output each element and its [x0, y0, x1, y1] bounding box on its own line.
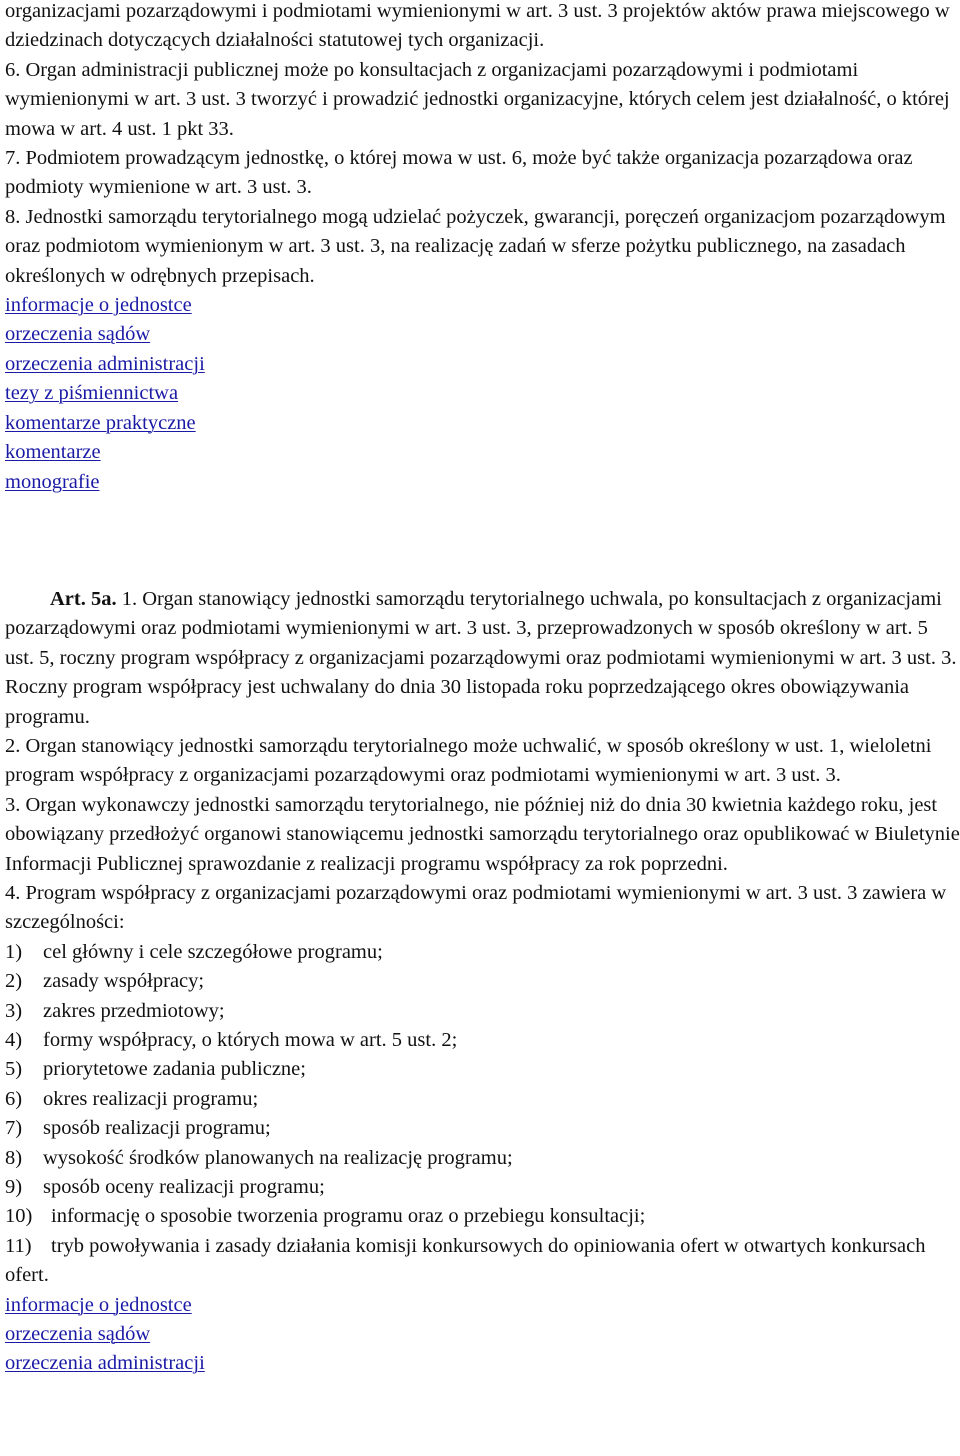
section-gap [5, 497, 960, 585]
list-item [5, 938, 960, 967]
list-item-text: wysokość środków planowanych na realizację programu; [43, 1146, 513, 1169]
list-item-text: cel główny i cele szczegółowe programu; [43, 940, 383, 963]
link-orzeczenia-sadow[interactable]: orzeczenia sądów [5, 1323, 151, 1346]
link-orzeczenia-sadow[interactable]: orzeczenia sądów [5, 323, 151, 346]
link-informacje-o-jednostce[interactable]: informacje o jednostce [5, 294, 192, 317]
list-item [5, 1114, 960, 1143]
list-item-text: priorytetowe zadania publiczne; [43, 1058, 306, 1081]
article-5a-paragraph-1 [5, 585, 960, 732]
program-contents-list [5, 938, 960, 1291]
article-5a-paragraph-3: 3. Organ wykonawczy jednostki samorządu terytorialnego, nie później niż do dnia 30 kwietnia każdego roku, jest obowiązany przedłożyć organowi stanowiącemu jednostki samorządu terytorialnego oraz opublikować w Biuletynie Informacji Publicznej sprawozdanie z realizacji programu współpracy za rok poprzedni. [5, 793, 960, 875]
list-item [5, 1026, 960, 1055]
list-item-number: 11) [5, 1234, 32, 1257]
list-item-text: informację o sposobie tworzenia programu oraz o przebiegu konsultacji; [51, 1205, 646, 1228]
list-item-number: 5) [5, 1058, 23, 1081]
list-item-text: sposób oceny realizacji programu; [43, 1176, 325, 1199]
list-item-text: sposób realizacji programu; [43, 1117, 271, 1140]
link-informacje-o-jednostce[interactable]: informacje o jednostce [5, 1293, 192, 1316]
list-item-number: 6) [5, 1087, 23, 1110]
link-monografie[interactable]: monografie [5, 470, 100, 493]
list-item-number: 9) [5, 1176, 23, 1199]
list-item-number: 4) [5, 1029, 23, 1051]
article-5a [5, 585, 960, 1291]
article-5a-paragraph-4: 4. Program współpracy z organizacjami pozarządowymi oraz podmiotami wymienionymi w art. 3 ust. 3 zawiera w szczególności: [5, 881, 947, 934]
paragraph-8: 8. Jednostki samorządu terytorialnego mogą udzielać pożyczek, gwarancji, poręczeń organizacjom pozarządowym oraz podmiotom wymienionym w art. 3 ust. 3, na realizację zadań w sferze pożytku publicznego, na zasadach określonych w odrębnych przepisach. [5, 205, 946, 287]
link-orzeczenia-administracji[interactable]: orzeczenia administracji [5, 1352, 205, 1375]
list-item [5, 997, 960, 1026]
link-komentarze[interactable]: komentarze [5, 441, 101, 464]
list-item-text: zasady współpracy; [43, 970, 205, 993]
list-item-number: 3) [5, 999, 23, 1022]
list-item [5, 1202, 960, 1231]
document-page [5, 0, 960, 1379]
list-item-number: 7) [5, 1117, 23, 1140]
list-item-text: tryb powoływania i zasady działania komisji konkursowych do opiniowania ofert w otwartych konkursach ofert. [5, 1234, 926, 1287]
paragraph-fragment: organizacjami pozarządowymi i podmiotami wymienionymi w art. 3 ust. 3 projektów aktów prawa miejscowego w dziedzinach dotyczących działalności statutowej tych organizacji. [5, 0, 950, 52]
list-item [5, 1173, 960, 1202]
list-item-number: 10) [5, 1205, 33, 1228]
paragraph-6: 6. Organ administracji publicznej może po konsultacjach z organizacjami pozarządowymi i podmiotami wymienionymi w art. 3 ust. 3 tworzyć i prowadzić jednostki organizacyjne, których celem jest działalność, o której mowa w art. 4 ust. 1 pkt 33. [5, 58, 950, 140]
top-section [5, 0, 960, 291]
list-item [5, 967, 960, 996]
list-item [5, 1085, 960, 1114]
article-5a-p1-text: 1. Organ stanowiący jednostki samorządu terytorialnego uchwala, po konsultacjach z organizacjami pozarządowymi oraz podmiotami wymienionymi w art. 3 ust. 3, przeprowadzonych w sposób określony w art. 5 ust. 5, roczny program współpracy z organizacjami pozarządowymi oraz podmiotami wymienionymi w art. 3 ust. 3. Roczny program współpracy jest uchwalany do dnia 30 listopada roku poprzedzającego okres obowiązywania programu. [5, 587, 957, 728]
article-5a-paragraph-2: 2. Organ stanowiący jednostki samorządu terytorialnego może uchwalić, w sposób określony w ust. 1, wieloletni program współpracy z organizacjami pozarządowymi oraz podmiotami wymienionymi w art. 3 ust. 3. [5, 734, 932, 787]
article-heading: Art. 5a. [50, 587, 117, 610]
related-links-2 [5, 1291, 960, 1379]
list-item-number: 8) [5, 1146, 23, 1169]
list-item-text: okres realizacji programu; [43, 1087, 259, 1110]
link-tezy-z-pismiennictwa[interactable]: tezy z piśmiennictwa [5, 382, 179, 405]
list-item [5, 1055, 960, 1084]
related-links-1 [5, 291, 960, 497]
list-item-text: zakres przedmiotowy; [43, 999, 225, 1022]
link-orzeczenia-administracji[interactable]: orzeczenia administracji [5, 352, 205, 375]
paragraph-7: 7. Podmiotem prowadzącym jednostkę, o której mowa w ust. 6, może być także organizacja pozarządowa oraz podmioty wymienione w art. 3 ust. 3. [5, 147, 913, 199]
list-item-text: formy współpracy, o których mowa w art. 5 ust. 2; [43, 1029, 458, 1051]
list-item [5, 1144, 960, 1173]
list-item-number: 1) [5, 940, 23, 963]
list-item [5, 1232, 960, 1291]
list-item-number: 2) [5, 970, 23, 993]
link-komentarze-praktyczne[interactable]: komentarze praktyczne [5, 411, 196, 434]
